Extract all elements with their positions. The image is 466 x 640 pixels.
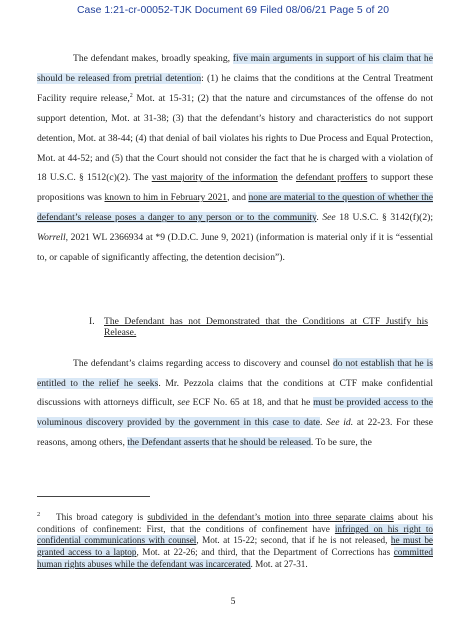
paragraph-arguments: The defendant makes, broadly speaking, five main arguments in support of his claim that he should be released from pretrial detention: (1) he claims that the conditions at the Central Treatment Facility require release,$^2$ Mot. at 15-31; (2) that the nature and circumstances of the offense do not support detention, Mot. at 31-38; (3) that the defendant’s history and characteristics do not support detention, Mot. at 38-44; (4) that denial of bail violates his rights to Due Process and Equal Protection, Mot. at 44-52; and (5) that the Court should not consider the fact that he is charged with a violation of 18 U.S.C. § 1512(c)(2). The vast majority of the information the defendant proffers to support these propositions was known to him in February 2021, and none are material to the question of whether the defendant’s release poses a danger to any person or to the community. See 18 U.S.C. § 3142(f)(2); Worrell, 2021 WL 2366934 at *9 (D.D.C. June 9, 2021) (information is material only if it is “essential to, or capable of significantly affecting, the detention decision”). xyxy=(37,53,434,264)
highlight-should-be-released: the Defendant asserts that he should be released xyxy=(127,437,311,449)
highlight-not-entitled: do not establish that he is entitled to the relief he seeks xyxy=(37,357,433,389)
page-number: 5 xyxy=(230,596,236,607)
footnote-ref: 2 xyxy=(129,92,133,99)
highlight-laptop: he must be granted access to a laptop xyxy=(37,535,433,558)
section-number: I. xyxy=(89,316,95,327)
highlight-counsel: infringed on his right to confidential communications with counsel xyxy=(37,523,434,546)
highlight-five-arguments: five main arguments in support of his claim that he should be released from pretrial detention xyxy=(37,53,433,84)
footnote-divider xyxy=(37,496,150,497)
footnote-2: 2 This broad category is subdivided in the defendant’s motion into three separate claims about his conditions of confinement: First, that the conditions of confinement have infringed on his right to confidential communications with counsel, Mot. at 15-22; second, that if he is not released, he must be granted access to a laptop, Mot. at 22-26; and third, that the Department of Corrections has committed human rights abuses while the defendant was incarcerated. Mot. at 27-31. xyxy=(37,511,434,569)
highlight-not-material: none are material to the question of whether the defendant’s release poses a danger to any person or to the community xyxy=(37,192,433,224)
case-header: Case 1:21-cr-00052-TJK Document 69 Filed 08/06/21 Page 5 of 20 xyxy=(76,5,390,16)
paragraph-discovery: The defendant’s claims regarding access to discovery and counsel do not establish that he is entitled to the relief he seeks. Mr. Pezzola claims that the conditions at CTF make confidential discussions with attorneys difficult, see ECF No. 65 at 18, and that he must be provided access to the voluminous discovery provided by the government in this case to date. See id. at 22-23. For these reasons, among others, the Defendant asserts that he should be released. To be sure, the xyxy=(37,357,434,449)
highlight-discovery-access: must be provided access to the voluminous discovery provided by the government in this case to date xyxy=(37,397,434,429)
highlight-human-rights: committed human rights abuses while the defendant was incarcerated xyxy=(37,547,433,569)
section-title: The Defendant has not Demonstrated that the Conditions at CTF Justify his Release. xyxy=(104,316,428,338)
footnote-number: 2 xyxy=(37,511,41,518)
